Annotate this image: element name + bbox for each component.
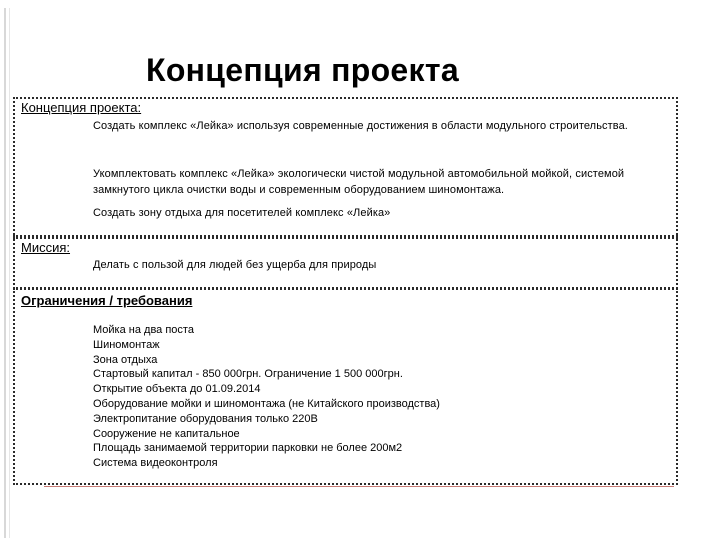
left-margin-rule bbox=[4, 8, 6, 538]
list-item: Открытие объекта до 01.09.2014 bbox=[93, 383, 261, 396]
concept-paragraph-3: Создать зону отдыха для посетителей комплекс «Лейка» bbox=[93, 207, 391, 219]
list-item: Зона отдыха bbox=[93, 353, 158, 366]
list-item: Стартовый капитал - 850 000грн. Ограничение 1 500 000грн. bbox=[93, 368, 403, 381]
list-item: Площадь занимаемой территории парковки не более 200м2 bbox=[93, 442, 403, 455]
mission-box bbox=[13, 235, 678, 289]
left-margin-rule-inner bbox=[9, 8, 10, 538]
list-item: Сооружение не капитальное bbox=[93, 427, 240, 440]
concept-paragraph-2: Укомплектовать комплекс «Лейка» экологически чистой модульной автомобильной мойкой, системой замкнутого цикла очистки воды и современным оборудованием шиномонтажа. bbox=[93, 168, 625, 196]
concept-label: Концепция проекта: bbox=[21, 100, 142, 115]
list-item: Шиномонтаж bbox=[93, 338, 160, 351]
limits-box bbox=[13, 288, 678, 485]
mission-text: Делать с пользой для людей без ущерба для природы bbox=[93, 259, 377, 271]
concept-paragraph-1: Создать комплекс «Лейка» используя современные достижения в области модульного строительства. bbox=[93, 120, 628, 132]
mission-label: Миссия: bbox=[21, 240, 71, 255]
limits-list bbox=[93, 323, 440, 471]
list-item: Оборудование мойки и шиномонтажа (не Китайского производства) bbox=[93, 397, 440, 410]
bottom-divider bbox=[44, 486, 674, 487]
limits-label: Ограничения / требования bbox=[21, 293, 193, 308]
slide-title: Концепция проекта bbox=[146, 52, 459, 88]
list-item: Мойка на два поста bbox=[93, 324, 194, 336]
list-item: Система видеоконтроля bbox=[93, 457, 218, 470]
concept-box bbox=[13, 97, 678, 239]
list-item: Электропитание оборудования только 220В bbox=[93, 412, 318, 425]
